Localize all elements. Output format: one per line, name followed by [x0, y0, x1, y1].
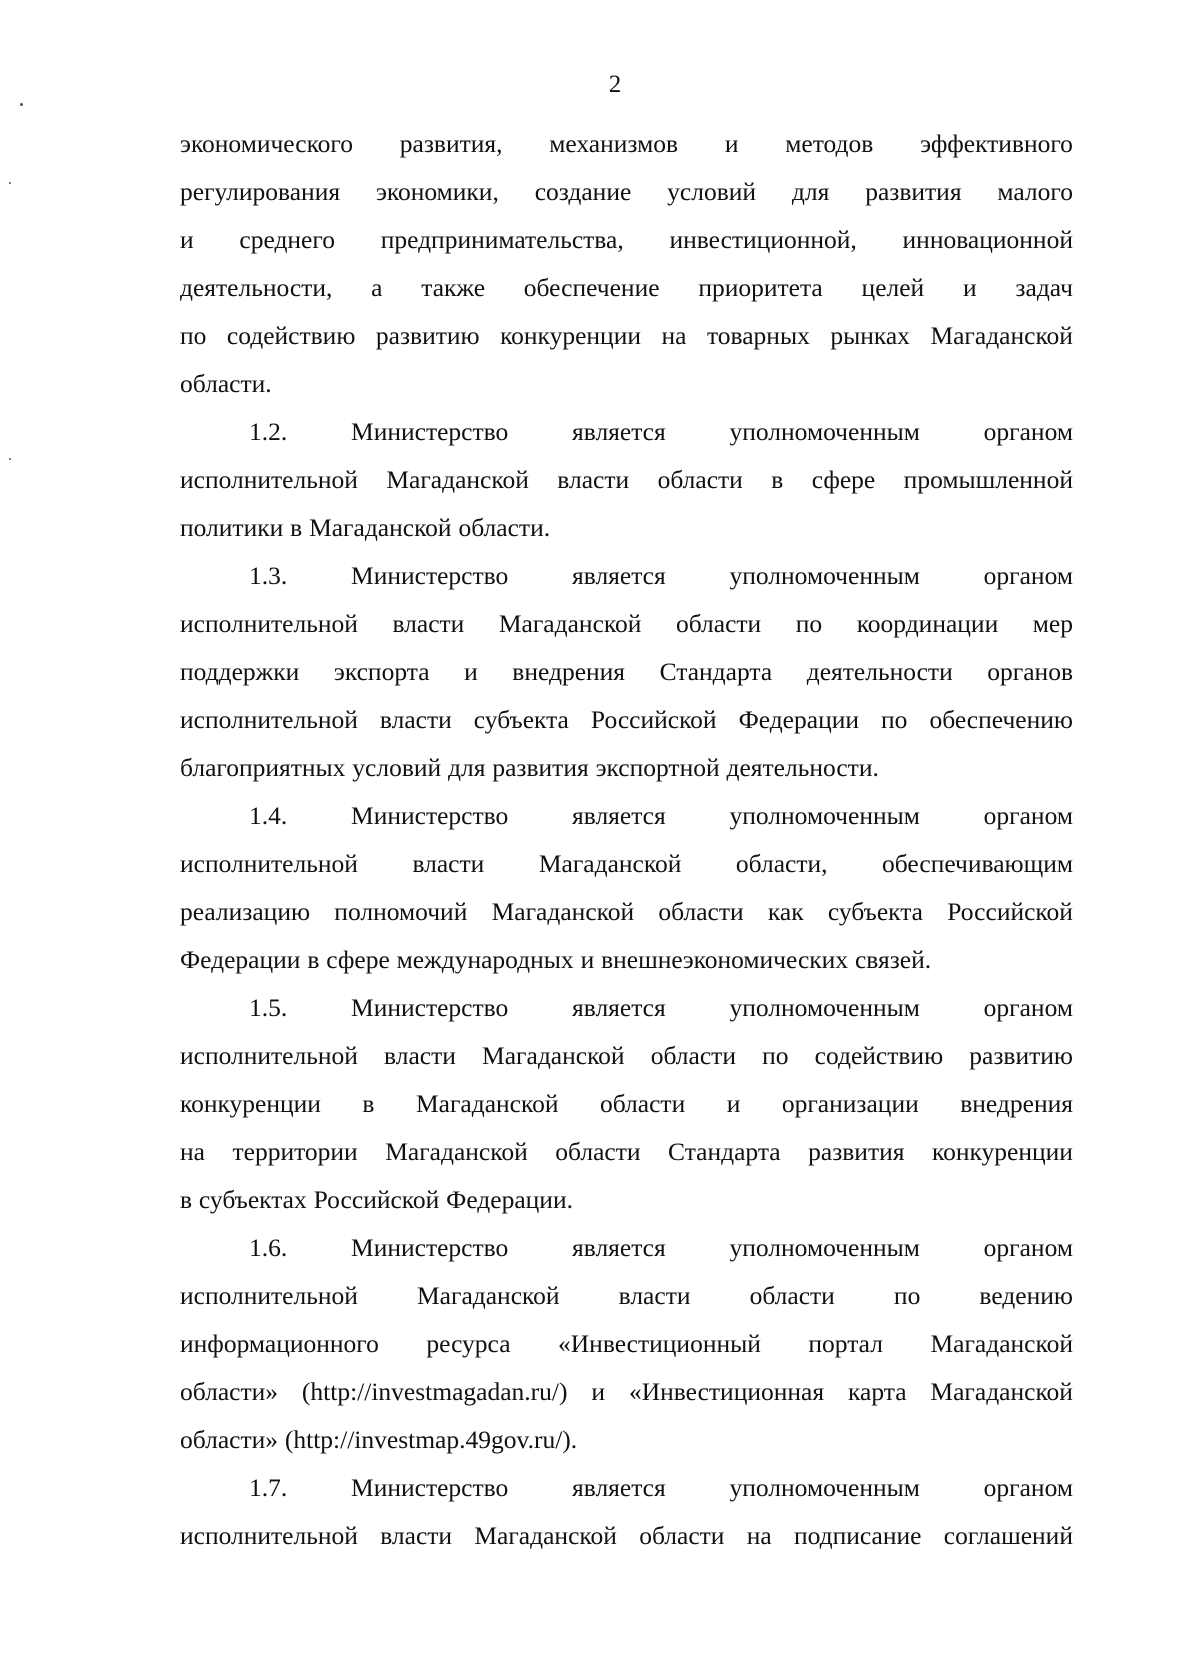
paragraph: [180, 984, 1073, 1224]
text-line: 1.5. Министерство является уполномоченным органом: [249, 993, 1073, 1022]
paragraph: [180, 792, 1073, 984]
scan-speck: [9, 458, 11, 460]
scan-speck: [9, 182, 11, 184]
page-number: 2: [608, 71, 622, 98]
text-line: области» (http://investmagadan.ru/) и «Инвестиционная карта Магаданской: [180, 1377, 1073, 1406]
text-line: исполнительной власти Магаданской области, обеспечивающим: [180, 849, 1073, 878]
text-line: регулирования экономики, создание условий для развития малого: [180, 177, 1073, 206]
text-line: поддержки экспорта и внедрения Стандарта деятельности органов: [180, 657, 1073, 686]
text-line: экономического развития, механизмов и методов эффективного: [180, 129, 1073, 158]
text-line: в субъектах Российской Федерации.: [180, 1185, 573, 1214]
paragraph: [180, 1464, 1073, 1560]
scan-speck: [20, 103, 23, 106]
text-line: реализацию полномочий Магаданской области как субъекта Российской: [180, 897, 1073, 926]
paragraph: [180, 1224, 1073, 1464]
text-line: благоприятных условий для развития экспортной деятельности.: [180, 753, 879, 782]
text-line: 1.4. Министерство является уполномоченным органом: [249, 801, 1073, 830]
body-text: [180, 120, 1073, 1560]
paragraph: [180, 408, 1073, 552]
paragraph: [180, 552, 1073, 792]
text-line: по содействию развитию конкуренции на товарных рынках Магаданской: [180, 321, 1073, 350]
text-line: 1.3. Министерство является уполномоченным органом: [249, 561, 1073, 590]
text-line: области.: [180, 369, 272, 398]
text-line: конкуренции в Магаданской области и организации внедрения: [180, 1089, 1073, 1118]
text-line: исполнительной Магаданской власти области по ведению: [180, 1281, 1073, 1310]
text-line: исполнительной власти субъекта Российской Федерации по обеспечению: [180, 705, 1073, 734]
text-line: и среднего предпринимательства, инвестиционной, инновационной: [180, 225, 1073, 254]
text-line: политики в Магаданской области.: [180, 513, 551, 542]
text-line: 1.2. Министерство является уполномоченным органом: [249, 417, 1073, 446]
paragraph: [180, 120, 1073, 408]
text-line: 1.7. Министерство является уполномоченным органом: [249, 1473, 1073, 1502]
text-line: Федерации в сфере международных и внешнеэкономических связей.: [180, 945, 932, 974]
text-line: на территории Магаданской области Стандарта развития конкуренции: [180, 1137, 1073, 1166]
text-line: 1.6. Министерство является уполномоченным органом: [249, 1233, 1073, 1262]
text-line: исполнительной Магаданской власти области в сфере промышленной: [180, 465, 1073, 494]
text-line: деятельности, а также обеспечение приоритета целей и задач: [180, 273, 1073, 302]
text-line: исполнительной власти Магаданской области по координации мер: [180, 609, 1073, 638]
text-line: информационного ресурса «Инвестиционный портал Магаданской: [180, 1329, 1073, 1358]
text-line: исполнительной власти Магаданской области на подписание соглашений: [180, 1521, 1073, 1550]
text-line: исполнительной власти Магаданской области по содействию развитию: [180, 1041, 1073, 1070]
text-line: области» (http://investmap.49gov.ru/).: [180, 1425, 578, 1454]
